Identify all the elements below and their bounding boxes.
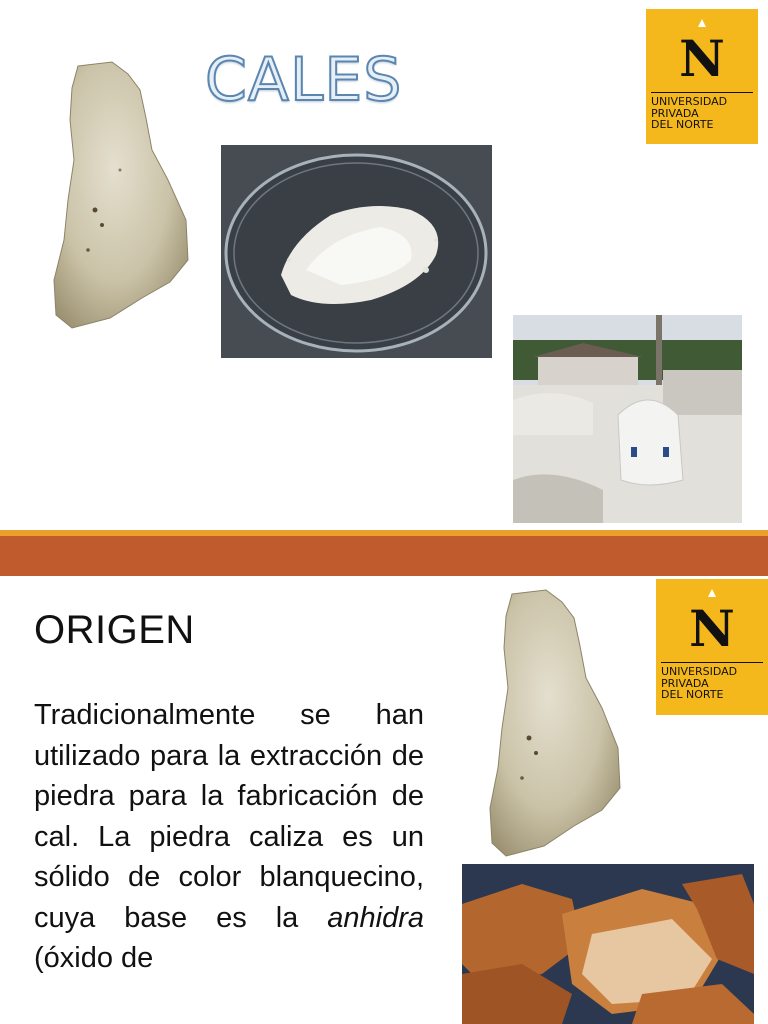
- logo-divider: [651, 92, 753, 93]
- lime-quarry-site-image: [513, 315, 742, 523]
- body-paragraph: Tradicionalmente se han utilizado para la extracción de piedra para la fabricación de cal. La piedra caliza es un sólido de color blanquecino, cuya base es la anhidra (óxido de: [34, 699, 424, 974]
- lime-powder-petri-dish-image: [221, 145, 492, 358]
- logo-mark: N: [679, 29, 725, 88]
- limestone-blocks-image: [462, 864, 754, 1024]
- section-heading: ORIGEN: [34, 608, 195, 652]
- logo-divider: [661, 662, 763, 663]
- university-logo: [656, 579, 768, 715]
- logo-mark: N: [689, 599, 735, 658]
- logo-text: UNIVERSIDAD PRIVADA DEL NORTE: [661, 665, 738, 702]
- divider-rust-bar: [0, 536, 768, 576]
- star-icon: [698, 19, 706, 27]
- rock-image: [486, 588, 624, 858]
- rock-image: [50, 60, 192, 330]
- star-icon: [708, 589, 716, 597]
- slide-title: CALES: [205, 45, 403, 115]
- logo-text: UNIVERSIDAD PRIVADA DEL NORTE: [651, 95, 728, 132]
- university-logo: [646, 9, 758, 144]
- italic-term: anhidra: [327, 901, 424, 934]
